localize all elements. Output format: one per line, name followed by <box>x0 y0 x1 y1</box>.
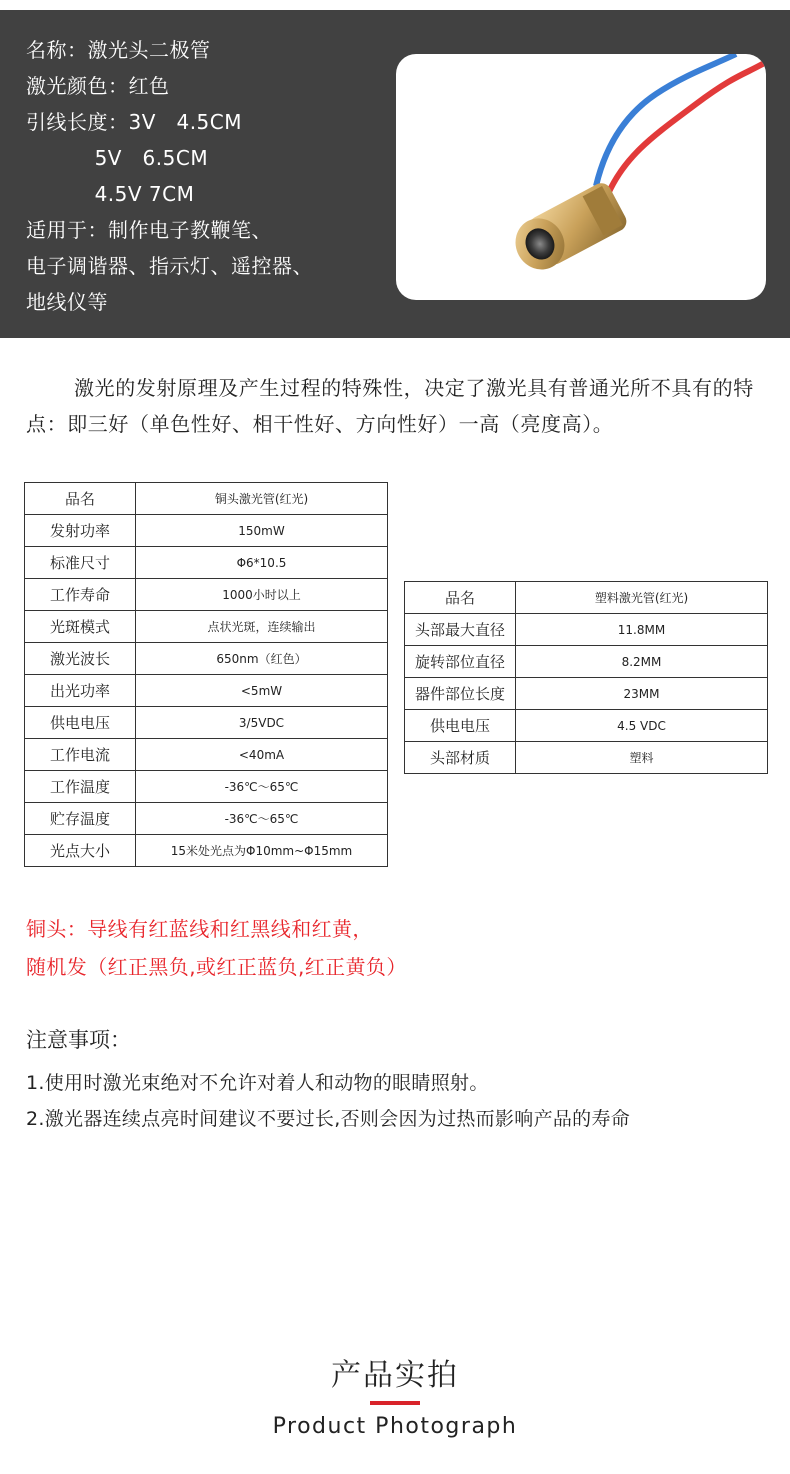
spec-value: 3/5VDC <box>136 707 388 739</box>
spec-label: 旋转部位直径 <box>405 646 516 678</box>
spec-value: <5mW <box>136 675 388 707</box>
table-row <box>25 547 388 579</box>
spec-value: 塑料激光管(红光) <box>516 582 768 614</box>
table-row <box>25 643 388 675</box>
table-row <box>405 582 768 614</box>
table-row <box>405 710 768 742</box>
table-row <box>25 803 388 835</box>
section-title-en: Product Photograph <box>272 1414 518 1439</box>
spec-value: 11.8MM <box>516 614 768 646</box>
notice-title: 注意事项： <box>26 1028 131 1052</box>
spec-value: 点状光斑，连续输出 <box>136 611 388 643</box>
spec-value: 1000小时以上 <box>136 579 388 611</box>
spec-label: 出光功率 <box>25 675 136 707</box>
section-accent-bar <box>370 1401 420 1405</box>
table-row <box>25 675 388 707</box>
spec-value: -36℃～65℃ <box>136 803 388 835</box>
spec-label: 头部最大直径 <box>405 614 516 646</box>
spec-line-name: 名称：激光头二极管 <box>26 38 211 62</box>
table-row <box>25 579 388 611</box>
table-row <box>25 707 388 739</box>
spec-value: 15米处光点为Φ10mm~Φ15mm <box>136 835 388 867</box>
spec-label: 供电电压 <box>25 707 136 739</box>
spec-value: 8.2MM <box>516 646 768 678</box>
table-row <box>25 483 388 515</box>
spec-label: 光点大小 <box>25 835 136 867</box>
spec-label: 头部材质 <box>405 742 516 774</box>
table-row <box>25 739 388 771</box>
spec-line-lead-length: 引线长度：3V 4.5CM <box>26 110 243 134</box>
wire-note-line-1: 铜头：导线有红蓝线和红黑线和红黄， <box>26 917 373 941</box>
blue-wire <box>596 54 736 186</box>
spec-line-color: 激光颜色：红色 <box>26 74 170 98</box>
notice-item-2: 2.激光器连续点亮时间建议不要过长,否则会因为过热而影响产品的寿命 <box>26 1108 631 1130</box>
laser-diode-illustration <box>396 54 766 300</box>
spec-label: 品名 <box>25 483 136 515</box>
wire-note-line-2: 随机发（红正黑负,或红正蓝负,红正黄负） <box>26 955 407 979</box>
brass-housing <box>507 180 630 278</box>
product-photo <box>396 54 766 300</box>
spec-label: 品名 <box>405 582 516 614</box>
spec-label: 光斑模式 <box>25 611 136 643</box>
spec-line-usage-2: 电子调谐器、指示灯、遥控器、 <box>26 254 313 278</box>
table-row <box>25 771 388 803</box>
spec-label: 发射功率 <box>25 515 136 547</box>
table-row <box>25 835 388 867</box>
intro-text: 激光的发射原理及产生过程的特殊性，决定了激光具有普通光所不具有的特点：即三好（单色性好、相干性好、方向性好）一高（亮度高）。 <box>26 376 754 436</box>
table-row <box>405 646 768 678</box>
spec-value: -36℃～65℃ <box>136 771 388 803</box>
spec-value: 650nm（红色） <box>136 643 388 675</box>
intro-paragraph <box>26 370 766 442</box>
spec-label: 工作寿命 <box>25 579 136 611</box>
spec-value: 塑料 <box>516 742 768 774</box>
spec-label: 工作电流 <box>25 739 136 771</box>
spec-value: 铜头激光管(红光) <box>136 483 388 515</box>
table-row <box>405 678 768 710</box>
table-row <box>25 515 388 547</box>
spec-line-usage-3: 地线仪等 <box>26 290 108 314</box>
spec-value: <40mA <box>136 739 388 771</box>
wire-color-note <box>26 910 407 986</box>
spec-label: 供电电压 <box>405 710 516 742</box>
spec-label: 贮存温度 <box>25 803 136 835</box>
spec-line-usage: 适用于：制作电子教鞭笔、 <box>26 218 272 242</box>
spec-value: 23MM <box>516 678 768 710</box>
section-title-cn: 产品实拍 <box>331 1358 459 1393</box>
spec-banner <box>0 10 790 338</box>
notice-item-1: 1.使用时激光束绝对不允许对着人和动物的眼睛照射。 <box>26 1072 489 1094</box>
red-wire <box>608 62 766 194</box>
table-row <box>25 611 388 643</box>
spec-value: 150mW <box>136 515 388 547</box>
spec-label: 激光波长 <box>25 643 136 675</box>
spec-label: 器件部位长度 <box>405 678 516 710</box>
spec-label: 工作温度 <box>25 771 136 803</box>
spec-line-lead-5v: 5V 6.5CM <box>26 146 209 170</box>
copper-head-spec-table <box>24 482 388 867</box>
plastic-head-spec-table <box>404 581 768 774</box>
spec-line-lead-45v: 4.5V 7CM <box>26 182 195 206</box>
table-row <box>405 614 768 646</box>
spec-label: 标准尺寸 <box>25 547 136 579</box>
spec-value: 4.5 VDC <box>516 710 768 742</box>
spec-value: Φ6*10.5 <box>136 547 388 579</box>
table-row <box>405 742 768 774</box>
